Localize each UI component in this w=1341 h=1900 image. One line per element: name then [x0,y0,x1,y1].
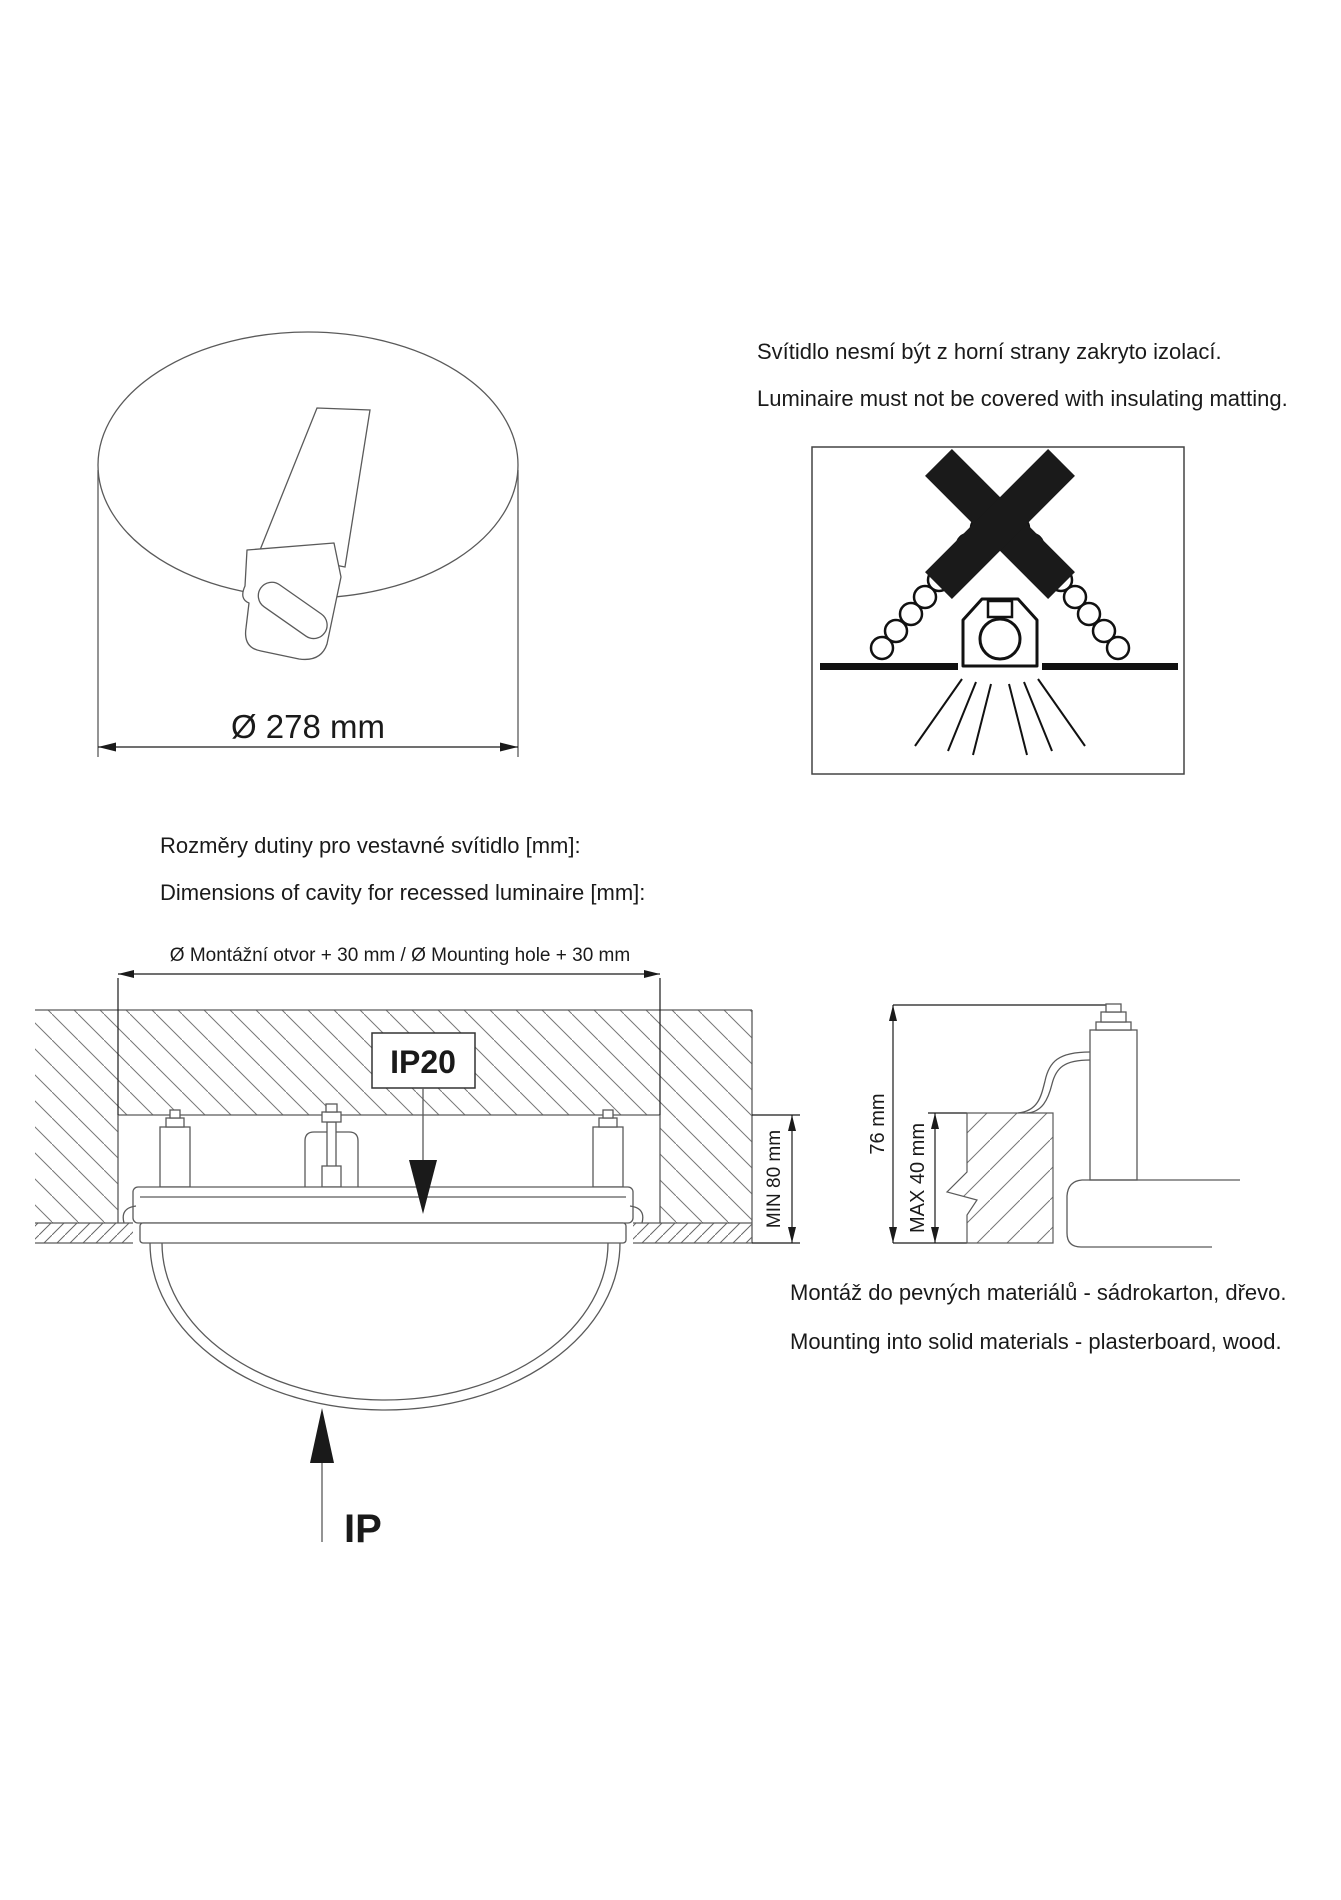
min-depth-label: MIN 80 mm [764,1129,785,1229]
hole-diameter-dimension [98,708,518,752]
min-depth-dimension [752,1115,800,1243]
mounting-hole-dimension-label: Ø Montážní otvor + 30 mm / Ø Mounting hole + 30 mm [169,945,631,966]
spring-clip [1018,1052,1090,1113]
cross-section-diagram [30,935,820,1560]
max-thickness-dimension [907,1113,967,1243]
mounting-materials-text-cs: Montáž do pevných materiálů - sádrokarton, dřevo. [790,1280,1287,1305]
right-mounting-post [593,1127,623,1187]
cavity-dimensions-text-en: Dimensions of cavity for recessed luminaire [mm]: [160,880,646,905]
diffuser-dome [150,1243,620,1410]
side-detail-diagram [855,975,1285,1275]
insulation-warning-text-en: Luminaire must not be covered with insulating matting. [757,386,1288,411]
adjustment-screw [1106,1004,1121,1012]
saw-hole-diagram [60,320,540,770]
cavity-dimensions-text-cs: Rozměry dutiny pro vestavné svítidlo [mm]: [160,833,581,858]
left-mounting-post [160,1127,190,1187]
luminaire-side-wall [1090,1004,1137,1180]
max-thickness-label: MAX 40 mm [907,1122,929,1234]
recessed-luminaire-body [123,1104,643,1410]
insulation-warning-text-cs: Svítidlo nesmí být z horní strany zakryto izolací. [757,339,1222,364]
ip-callout [310,1408,382,1551]
luminaire-tray [133,1187,633,1223]
no-insulation-icon [805,440,1195,785]
ip-arrow [310,1408,334,1463]
trim-ring [140,1223,626,1243]
mounting-board [947,1113,1053,1243]
lamp-holder-icon [988,601,1012,617]
hand-saw-icon [243,408,370,659]
luminaire-flange [1067,1180,1240,1247]
ip20-label: IP20 [390,1044,456,1080]
insulation-warning-note [757,328,1288,422]
mounting-materials-note [790,1268,1286,1366]
bulb-icon [980,619,1020,659]
recessed-luminaire-symbol [963,599,1037,666]
dimension-arrow-right [500,743,518,752]
mounting-materials-text-en: Mounting into solid materials - plasterboard, wood. [790,1329,1282,1354]
hole-diameter-label: Ø 278 mm [230,708,386,745]
dimension-arrow-left [98,743,116,752]
cavity-dimensions-note [160,822,645,916]
ip-label: IP [344,1507,382,1551]
total-height-label: 76 mm [867,1093,889,1155]
